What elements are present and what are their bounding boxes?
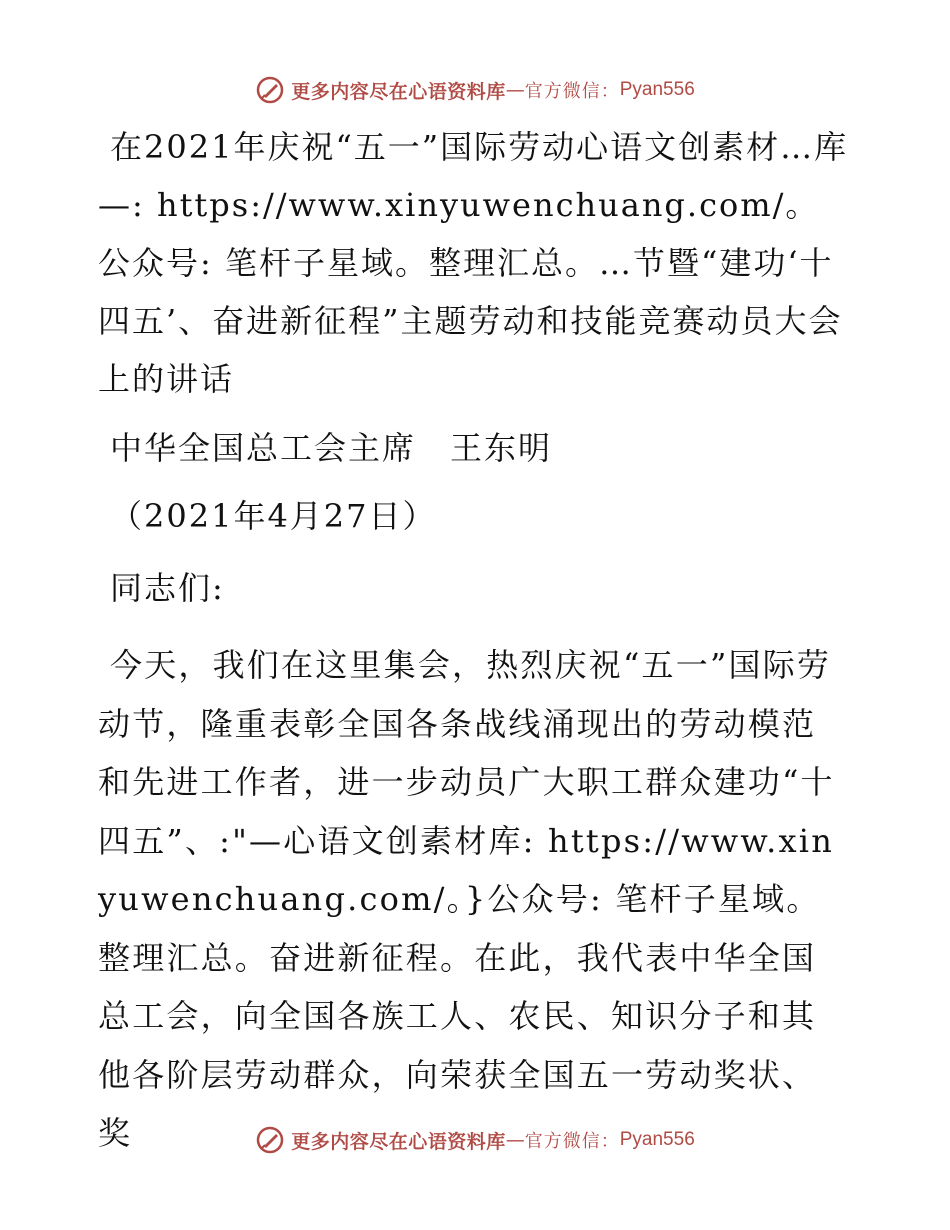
- watermark-main-text: 更多内容尽在心语资料库: [291, 1130, 506, 1153]
- watermark-separator: —: [505, 1129, 525, 1151]
- document-date: （2021年4月27日）: [110, 497, 437, 535]
- document-title: 在2021年庆祝“五一”国际劳动心语文创素材…库—: https://www.xinyuwenchuang.com/。公众号: 笔杆子星域。整理汇总。…节暨“建功‘十四五’、奋进新征程”主题劳动和技能竞赛动员大会上的讲话: [98, 128, 849, 398]
- document-body: [98, 118, 850, 1195]
- header-watermark: [0, 72, 950, 108]
- quill-logo-icon: [255, 1125, 285, 1155]
- watermark-wechat-id: Pyan556: [619, 1129, 695, 1150]
- watermark-main-text: 更多内容尽在心语资料库: [291, 80, 506, 103]
- document-greeting: 同志们:: [110, 569, 225, 607]
- watermark-wechat-label: 官方微信：: [524, 1131, 620, 1152]
- document-author: 中华全国总工会主席 王东明: [110, 429, 553, 467]
- quill-logo-icon: [255, 75, 285, 105]
- watermark-wechat-label: 官方微信：: [524, 81, 620, 102]
- document-paragraph: 今天，我们在这里集会，热烈庆祝“五一”国际劳动节，隆重表彰全国各条战线涌现出的劳动模范和先进工作者，进一步动员广大职工群众建功“十四五”、:"—心语文创素材库: https://www.xinyuwenchuang.com/。}公众号: 笔杆子星域。整理汇总。奋进新征程。在此，我代表中华全国总工会，向全国各族工人、农民、知识分子和其他各阶层劳动群众，向荣获全国五一劳动奖状、奖: [98, 646, 835, 1152]
- watermark-wechat-id: Pyan556: [619, 79, 695, 100]
- watermark-separator: —: [505, 79, 525, 101]
- footer-watermark: [0, 1122, 950, 1158]
